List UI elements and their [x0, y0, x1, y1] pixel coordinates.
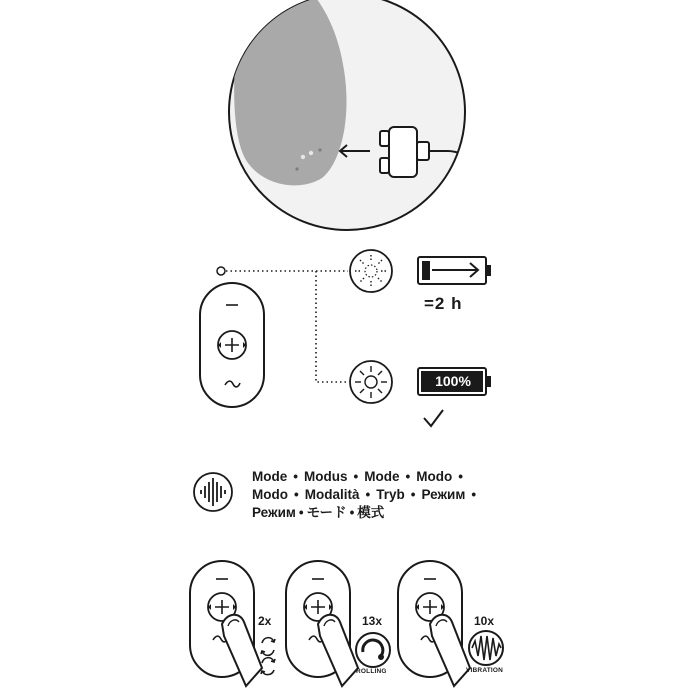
- charging-illustration: [229, 0, 470, 230]
- checkmark-icon: [424, 410, 443, 426]
- runtime-label: =2 h: [424, 294, 463, 313]
- step-count: 10x: [474, 614, 495, 628]
- step-label: VIBRATION: [466, 667, 504, 674]
- mode-word: Modus: [303, 469, 348, 484]
- separator: •: [293, 469, 298, 484]
- charging-contact-icon: [309, 151, 313, 155]
- remote-control-icon: [200, 283, 264, 407]
- separator: •: [365, 487, 371, 502]
- mode-word: モード: [306, 505, 347, 520]
- separator: •: [410, 487, 416, 502]
- separator: •: [298, 505, 304, 520]
- mode-word: Режим: [421, 487, 466, 502]
- step-count: 2x: [258, 614, 272, 628]
- rolling-icon: [356, 633, 390, 667]
- cycle-arrows-icon: [261, 638, 275, 675]
- separator: •: [458, 469, 463, 484]
- mode-word: Mode: [364, 469, 400, 484]
- charging-status-diagram: [200, 250, 491, 426]
- device-body: [234, 0, 346, 185]
- battery-full-label: 100%: [435, 373, 471, 389]
- mode-word: Modalità: [304, 487, 360, 502]
- mode-word: Modo: [416, 469, 453, 484]
- separator: •: [471, 487, 477, 502]
- steady-light-icon: [350, 361, 392, 403]
- charging-contact-icon: [301, 155, 305, 159]
- separator: •: [349, 505, 355, 520]
- mode-word: 模式: [357, 505, 385, 520]
- step-count: 13x: [362, 614, 383, 628]
- mode-word: Tryb: [376, 487, 405, 502]
- led-indicator-icon: [217, 267, 225, 275]
- mode-translations: [252, 468, 514, 522]
- separator: •: [353, 469, 359, 484]
- mode-word: Режим: [252, 505, 296, 520]
- battery-charging-icon: [418, 257, 491, 284]
- step-label: ROLLING: [356, 668, 387, 675]
- mode-word: Modo: [252, 487, 288, 502]
- vibration-icon: [469, 631, 503, 665]
- separator: •: [405, 469, 411, 484]
- blinking-light-icon: [350, 250, 392, 292]
- mode-word: Mode: [252, 469, 288, 484]
- separator: •: [294, 487, 299, 502]
- mode-icon: [194, 473, 232, 511]
